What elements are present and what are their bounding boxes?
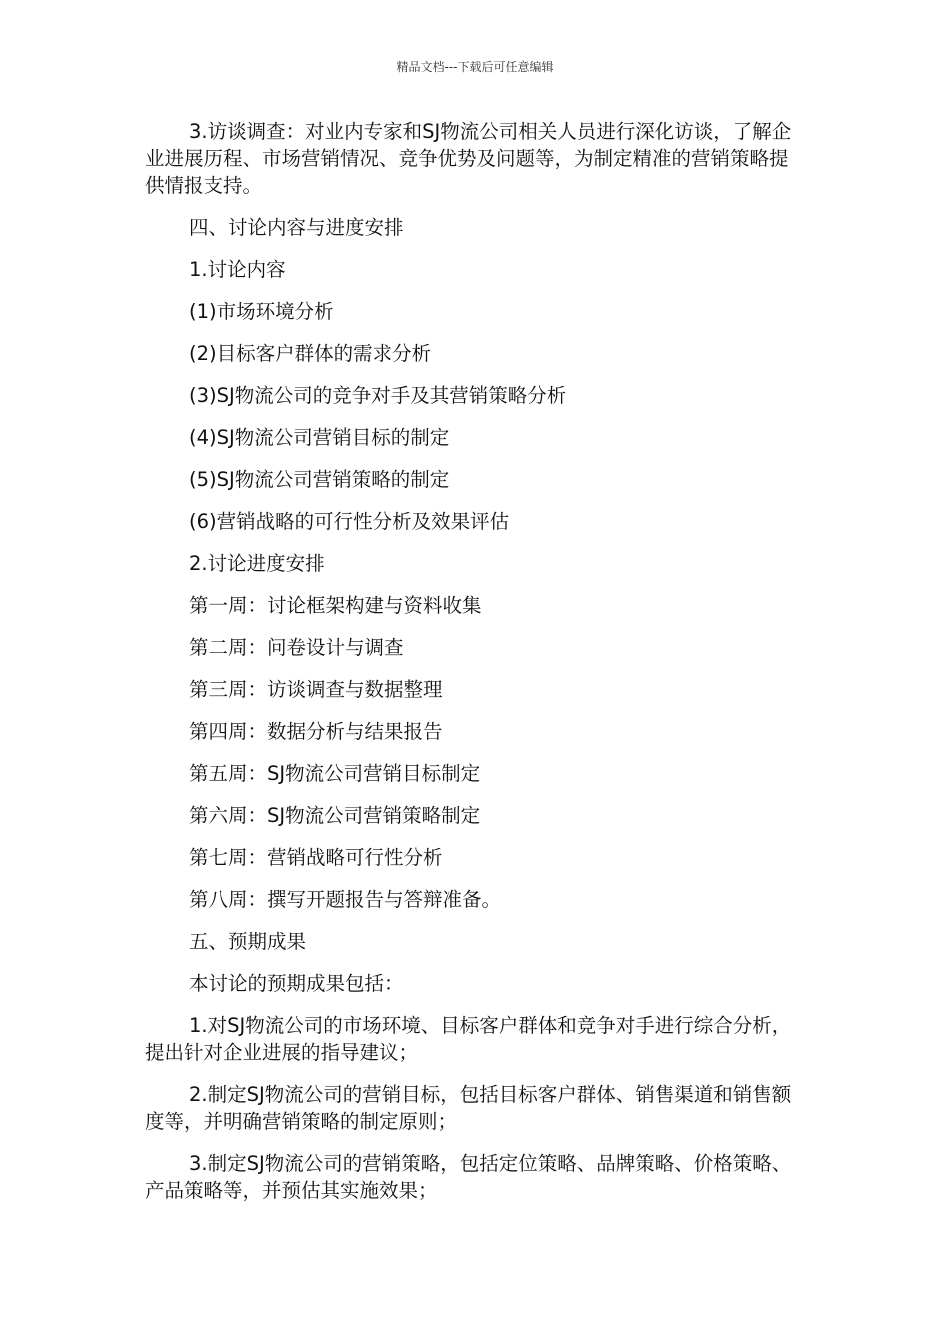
list-item: (4)SJ物流公司营销目标的制定 (189, 426, 450, 449)
paragraph: 3.制定SJ物流公司的营销策略，包括定位策略、品牌策略、价格策略、产品策略等，并预估其实施效果； (145, 1152, 792, 1202)
paragraph-intro: 本讨论的预期成果包括： (189, 972, 404, 995)
list-item: (6)营销战略的可行性分析及效果评估 (189, 510, 510, 533)
list-item: (1)市场环境分析 (189, 300, 334, 323)
section-heading: 五、预期成果 (189, 930, 307, 953)
schedule-item: 第一周：讨论框架构建与资料收集 (189, 594, 482, 617)
paragraph: 3.访谈调查：对业内专家和SJ物流公司相关人员进行深化访谈，了解企业进展历程、市场营销情况、竞争优势及问题等，为制定精准的营销策略提供情报支持。 (145, 120, 792, 197)
schedule-item: 第八周：撰写开题报告与答辩准备。 (189, 888, 502, 911)
schedule-item: 第二周：问卷设计与调查 (189, 636, 404, 659)
list-item: (3)SJ物流公司的竞争对手及其营销策略分析 (189, 384, 567, 407)
schedule-item: 第三周：访谈调查与数据整理 (189, 678, 443, 701)
list-item: (5)SJ物流公司营销策略的制定 (189, 468, 450, 491)
schedule-item: 第四周：数据分析与结果报告 (189, 720, 443, 743)
schedule-item: 第六周：SJ物流公司营销策略制定 (189, 804, 481, 827)
list-item: (2)目标客户群体的需求分析 (189, 342, 432, 365)
subsection-heading: 1.讨论内容 (189, 258, 286, 281)
section-heading: 四、讨论内容与进度安排 (189, 216, 404, 239)
paragraph: 1.对SJ物流公司的市场环境、目标客户群体和竞争对手进行综合分析，提出针对企业进展的指导建议； (145, 1014, 792, 1064)
schedule-item: 第五周：SJ物流公司营销目标制定 (189, 762, 481, 785)
schedule-item: 第七周：营销战略可行性分析 (189, 846, 443, 869)
subsection-heading: 2.讨论进度安排 (189, 552, 325, 575)
page-header: 精品文档---下载后可任意编辑 (396, 60, 554, 74)
paragraph: 2.制定SJ物流公司的营销目标，包括目标客户群体、销售渠道和销售额度等，并明确营销策略的制定原则； (145, 1083, 792, 1133)
document-body (145, 118, 800, 1219)
